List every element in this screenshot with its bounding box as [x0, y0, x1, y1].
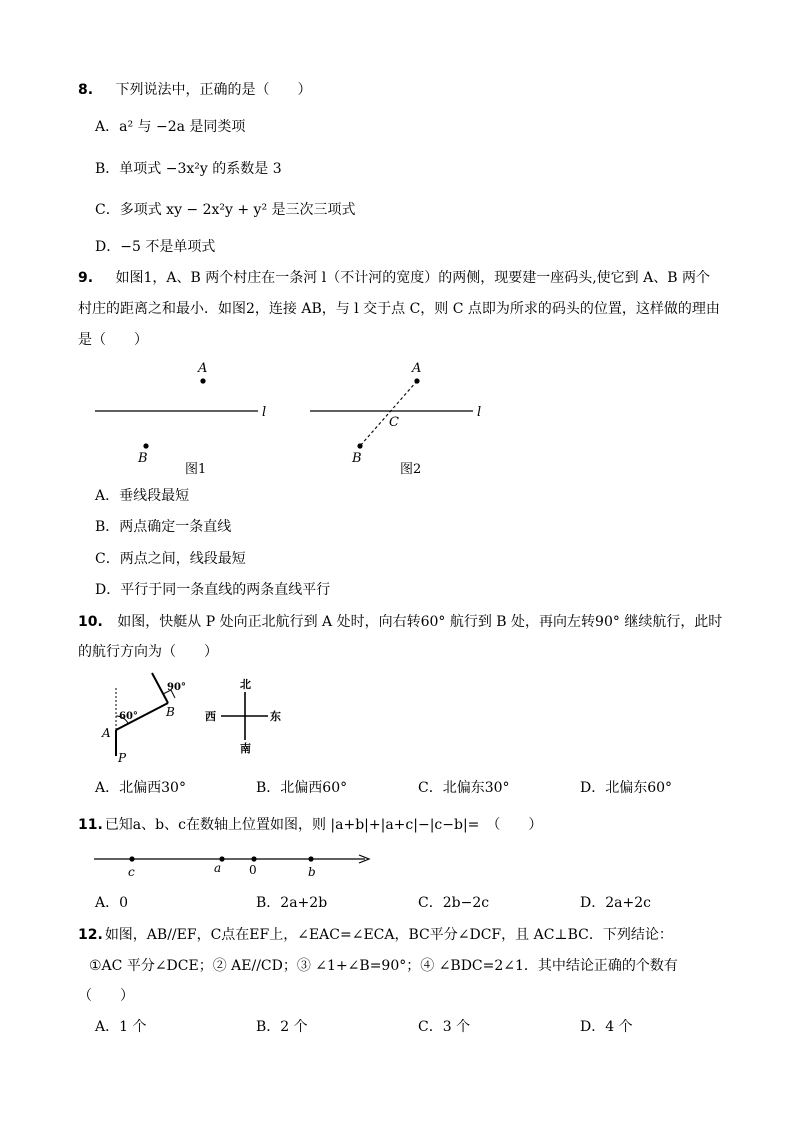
figure-caption: 图2: [400, 462, 422, 477]
question-text: 如图1，A、B 两个村庄在一条河 l（不计河的宽度）的两侧，现要建一座码头,使它到 A、B 两个: [115, 270, 710, 286]
option-text: 北偏西30°: [119, 780, 186, 796]
angle-90-label: 90°: [167, 682, 186, 693]
point-c: [129, 856, 134, 861]
label-b: B: [352, 451, 362, 466]
option-text: 两点确定一条直线: [119, 519, 232, 535]
question-text: 下列说法中，正确的是（ ）: [115, 82, 312, 98]
point-b: [308, 856, 313, 861]
q10-figure: [0, 670, 794, 770]
q11-option-b[interactable]: [256, 893, 327, 913]
option-text: 北偏东30°: [442, 780, 510, 796]
option-text: 3 个: [442, 1019, 471, 1035]
option-letter: C．: [418, 780, 443, 796]
option-letter: C．: [95, 551, 120, 567]
question-number: 8.: [78, 82, 94, 98]
question-9-stem-line3: 是（ ）: [78, 332, 148, 348]
label-l: l: [477, 405, 482, 420]
option-text: 北偏西60°: [280, 780, 348, 796]
q9-figures: [0, 355, 794, 485]
option-letter: C．: [418, 1019, 443, 1035]
q10-option-b[interactable]: [256, 778, 347, 798]
label-zero: 0: [249, 863, 257, 877]
label-p: P: [118, 751, 127, 765]
option-text: 两点之间，线段最短: [119, 551, 246, 567]
label-b: b: [308, 865, 316, 879]
option-letter: A．: [95, 488, 120, 504]
option-text: 垂线段最短: [119, 488, 190, 504]
east-label: 东: [270, 710, 281, 723]
q10-option-d[interactable]: [580, 778, 672, 798]
q9-option-b[interactable]: [95, 517, 231, 537]
q12-option-a[interactable]: [95, 1017, 146, 1037]
option-letter: C．: [95, 202, 120, 218]
figure-caption: 图1: [185, 462, 207, 477]
figure-1: [95, 361, 266, 477]
question-text: 如图，AB//EF，C点在EF上，∠EAC=∠ECA，BC平分∠DCF，且 AC⊥BC．下列结论：: [104, 927, 673, 943]
option-text: 平行于同一条直线的两条直线平行: [120, 582, 331, 598]
path-after-b: [152, 673, 168, 703]
q10-option-c[interactable]: [418, 778, 510, 798]
label-c: C: [389, 415, 399, 430]
option-text: 4 个: [605, 1019, 633, 1035]
segment-ab: [360, 381, 417, 446]
question-10-stem-line2: 的航行方向为（ ）: [78, 644, 218, 660]
question-number: 11.: [78, 817, 103, 833]
q8-option-b[interactable]: [95, 159, 282, 179]
q12-option-c[interactable]: [418, 1017, 470, 1037]
option-text: 单项式 −3x²y 的系数是 3: [119, 161, 282, 177]
q9-option-a[interactable]: [95, 486, 189, 506]
option-letter: C．: [418, 895, 443, 911]
q12-option-d[interactable]: [580, 1017, 633, 1037]
q8-option-d[interactable]: [95, 237, 215, 257]
label-a: a: [214, 861, 222, 875]
question-text: 如图，快艇从 P 处向正北航行到 A 处时，向右转60° 航行到 B 处，再向左转90° 继续航行，此时: [117, 614, 723, 630]
option-text: −5 不是单项式: [120, 239, 216, 255]
option-letter: B．: [256, 780, 281, 796]
point-b: [143, 443, 148, 448]
question-9-stem: [78, 268, 710, 288]
label-a: A: [198, 361, 208, 376]
option-letter: A．: [95, 119, 120, 135]
option-letter: B．: [95, 161, 120, 177]
figure-2: [310, 361, 481, 477]
label-b: B: [166, 705, 175, 719]
point-b: [357, 443, 362, 448]
question-12-stem-line2: ①AC 平分∠DCE；② AE//CD；③ ∠1+∠B=90°；④ ∠BDC=2∠1．其中结论正确的个数有: [89, 958, 678, 974]
compass: [205, 678, 281, 755]
label-b: B: [138, 451, 148, 466]
option-letter: D．: [580, 895, 606, 911]
option-text: 2b−2c: [442, 895, 490, 911]
question-11-stem: [78, 815, 542, 835]
option-letter: A．: [95, 1019, 120, 1035]
label-c: c: [128, 865, 135, 879]
q11-option-a[interactable]: [95, 893, 128, 913]
option-text: 0: [119, 895, 129, 911]
q11-number-line: [0, 845, 794, 880]
option-letter: A．: [95, 895, 120, 911]
option-text: 2a+2b: [280, 895, 328, 911]
option-letter: D．: [580, 780, 606, 796]
navigation-path: [101, 673, 186, 765]
q9-option-d[interactable]: [95, 580, 330, 600]
point-zero: [251, 856, 256, 861]
q11-option-c[interactable]: [418, 893, 489, 913]
option-text: 2a+2c: [605, 895, 651, 911]
option-text: a² 与 −2a 是同类项: [119, 119, 246, 135]
question-text: 已知a、b、c在数轴上位置如图，则 |a+b|+|a+c|−|c−b|= （ ）: [104, 817, 543, 833]
question-8-stem: [78, 80, 312, 100]
question-12-stem-line3: （ ）: [78, 988, 134, 1004]
option-letter: B．: [256, 895, 281, 911]
question-number: 10.: [78, 614, 103, 630]
q11-option-d[interactable]: [580, 893, 651, 913]
south-label: 南: [240, 742, 251, 755]
point-a: [414, 378, 419, 383]
west-label: 西: [205, 710, 216, 723]
option-letter: D．: [95, 582, 121, 598]
north-label: 北: [240, 678, 251, 691]
label-a: A: [412, 361, 422, 376]
point-a: [200, 378, 205, 383]
option-letter: B．: [256, 1019, 281, 1035]
q8-option-c[interactable]: [95, 200, 356, 220]
option-text: 多项式 xy − 2x²y + y² 是三次三项式: [119, 202, 356, 218]
option-letter: D．: [580, 1019, 606, 1035]
label-l: l: [262, 405, 267, 420]
label-a: A: [102, 726, 111, 740]
question-number: 9.: [78, 270, 94, 286]
q12-option-b[interactable]: [256, 1017, 308, 1037]
question-12-stem: [78, 925, 673, 945]
angle-60-label: 60°: [119, 711, 138, 722]
option-text: 2 个: [280, 1019, 308, 1035]
q8-option-a[interactable]: [95, 117, 245, 137]
question-number: 12.: [78, 927, 103, 943]
question-10-stem: [78, 612, 722, 632]
option-text: 北偏东60°: [605, 780, 673, 796]
option-letter: A．: [95, 780, 120, 796]
option-letter: B．: [95, 519, 120, 535]
option-letter: D．: [95, 239, 121, 255]
q10-option-a[interactable]: [95, 778, 186, 798]
question-9-stem-line2: 村庄的距离之和最小．如图2，连接 AB，与 l 交于点 C，则 C 点即为所求的码头的位置，这样做的理由: [78, 301, 720, 317]
option-text: 1 个: [119, 1019, 147, 1035]
q9-option-c[interactable]: [95, 549, 246, 569]
